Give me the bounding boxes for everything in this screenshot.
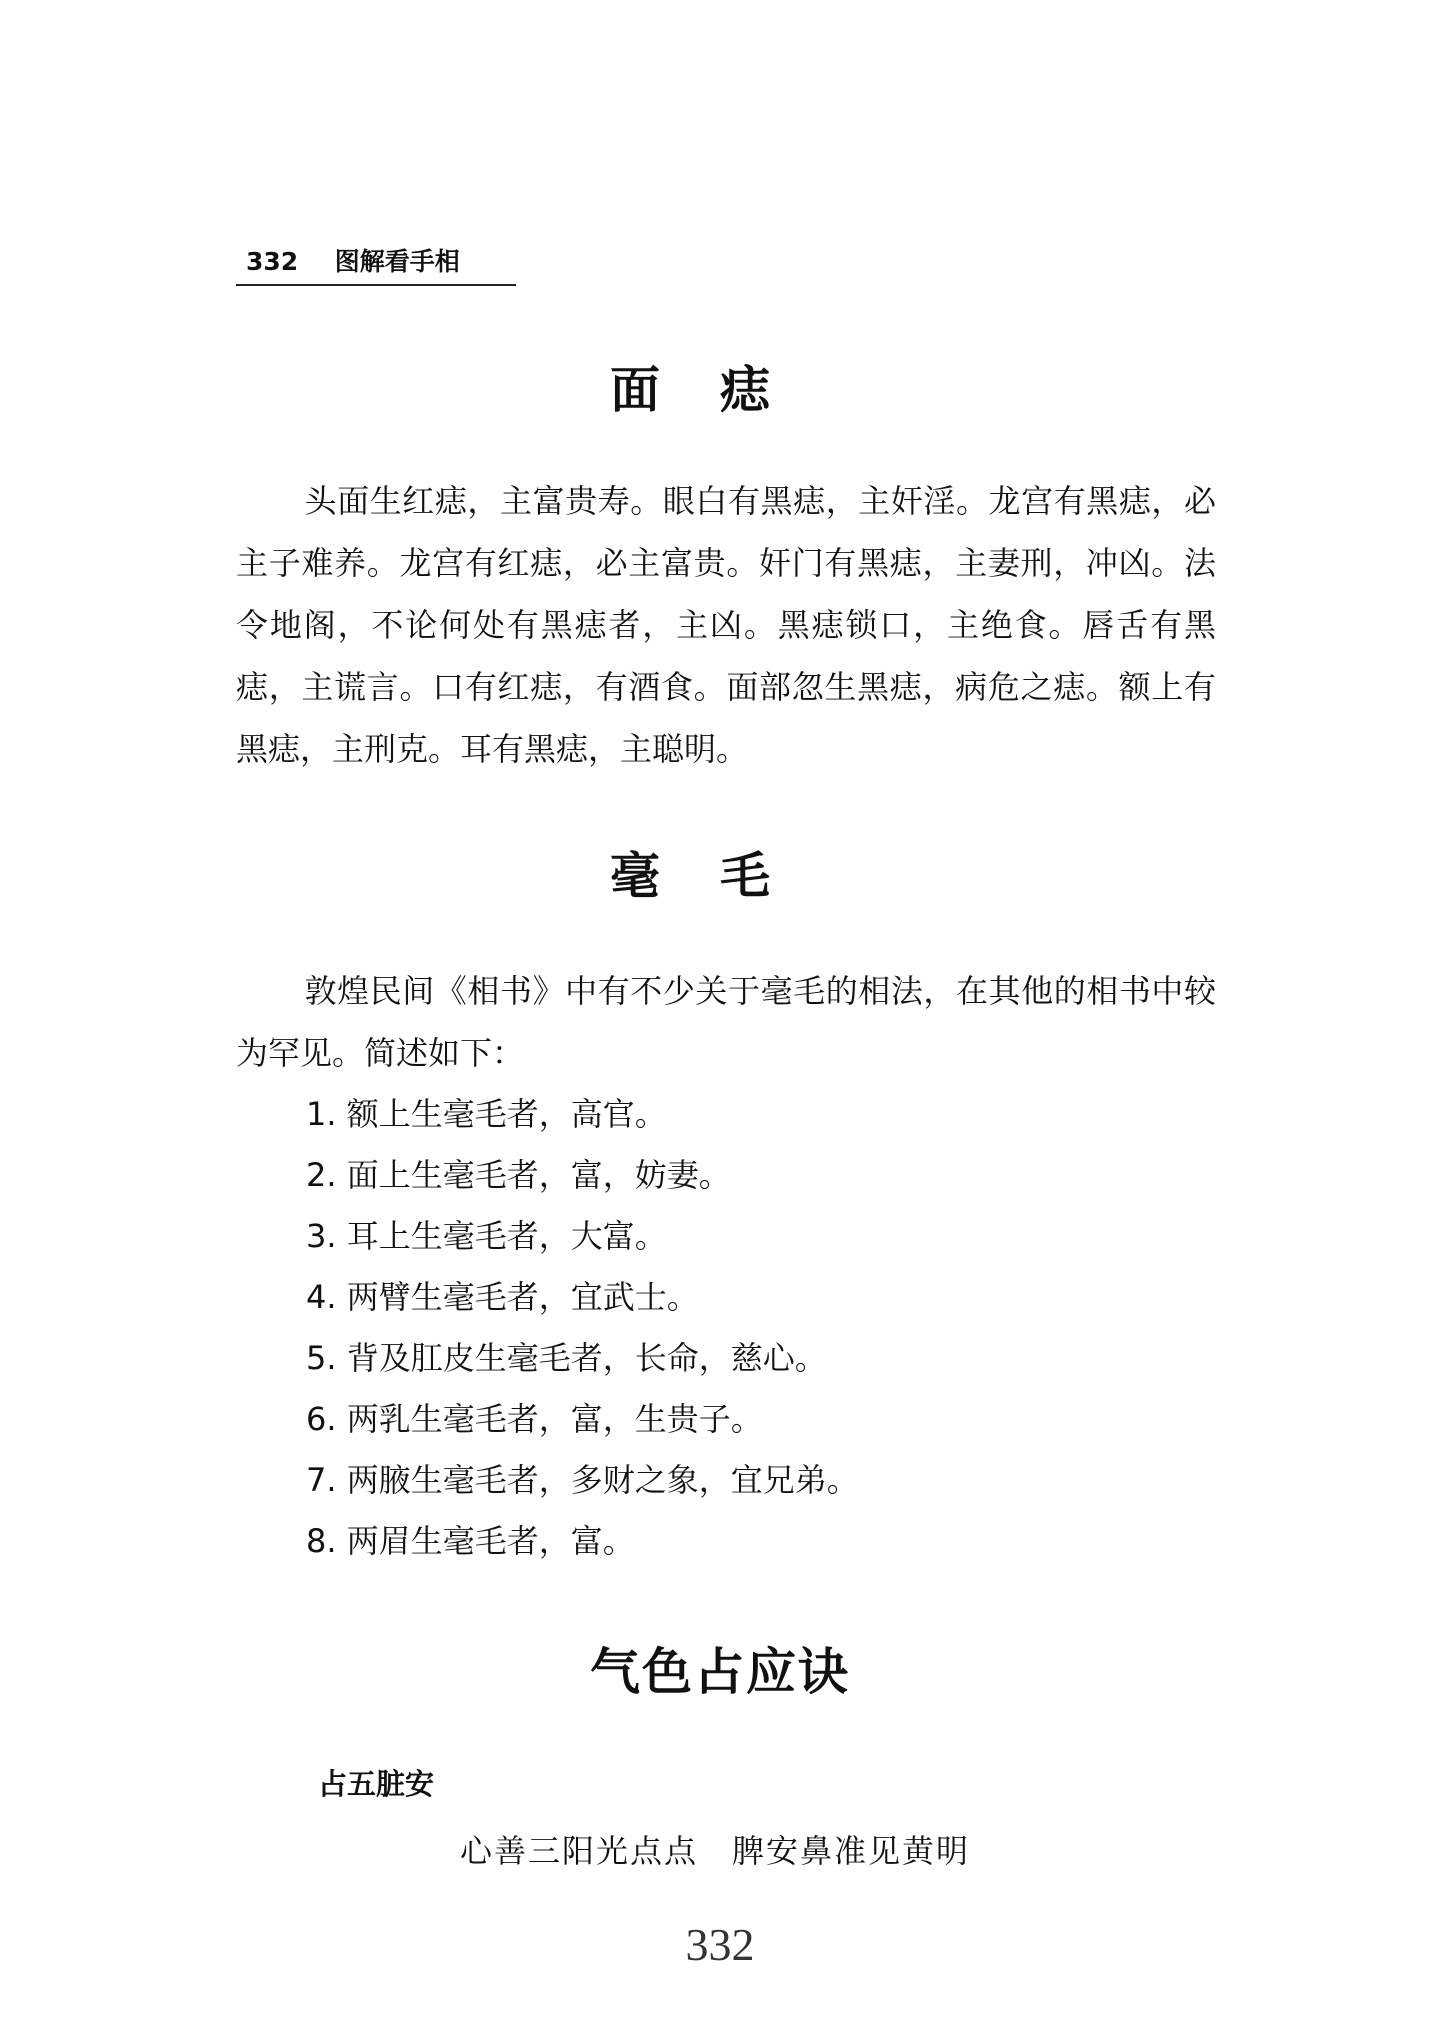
hair-intro-text: 敦煌民间《相书》中有不少关于毫毛的相法，在其他的相书中较为罕见。简述如下： <box>236 972 1216 1072</box>
header-book-title: 图解看手相 <box>334 247 460 276</box>
page-folio: 332 <box>685 1919 755 1970</box>
mole-paragraph <box>236 470 1216 780</box>
hair-list <box>306 1084 1206 1572</box>
section-title-mole: 面痣 <box>610 361 830 419</box>
list-item: 7. 两腋生毫毛者，多财之象，宜兄弟。 <box>306 1461 859 1499</box>
list-item: 1. 额上生毫毛者，高官。 <box>306 1095 667 1133</box>
section-title-hair: 毫毛 <box>610 847 830 905</box>
list-item: 3. 耳上生毫毛者，大富。 <box>306 1217 667 1255</box>
list-item: 6. 两乳生毫毛者，富，生贵子。 <box>306 1400 763 1438</box>
header-page-number: 332 <box>246 247 299 276</box>
list-item: 5. 背及肛皮生毫毛者，长命，慈心。 <box>306 1339 827 1377</box>
mole-paragraph-text: 头面生红痣，主富贵寿。眼白有黑痣，主奸淫。龙宫有黑痣，必主子难养。龙宫有红痣，必主富贵。奸门有黑痣，主妻刑，冲凶。法令地阁，不论何处有黑痣者，主凶。黑痣锁口，主绝食。唇舌有黑痣，主谎言。口有红痣，有酒食。面部忽生黑痣，病危之痣。额上有黑痣，主刑克。耳有黑痣，主聪明。 <box>236 482 1216 768</box>
list-item: 8. 两眉生毫毛者，富。 <box>306 1522 635 1560</box>
section-title-complexion: 气色占应诀 <box>590 1643 850 1701</box>
verse-line: 心善三阳光点点 脾安鼻准见黄明 <box>460 1832 971 1870</box>
subsection-heading: 占五脏安 <box>318 1767 435 1801</box>
running-header <box>236 244 516 286</box>
hair-intro-paragraph <box>236 960 1216 1084</box>
list-item: 4. 两臂生毫毛者，宜武士。 <box>306 1278 699 1316</box>
list-item: 2. 面上生毫毛者，富，妨妻。 <box>306 1156 731 1194</box>
